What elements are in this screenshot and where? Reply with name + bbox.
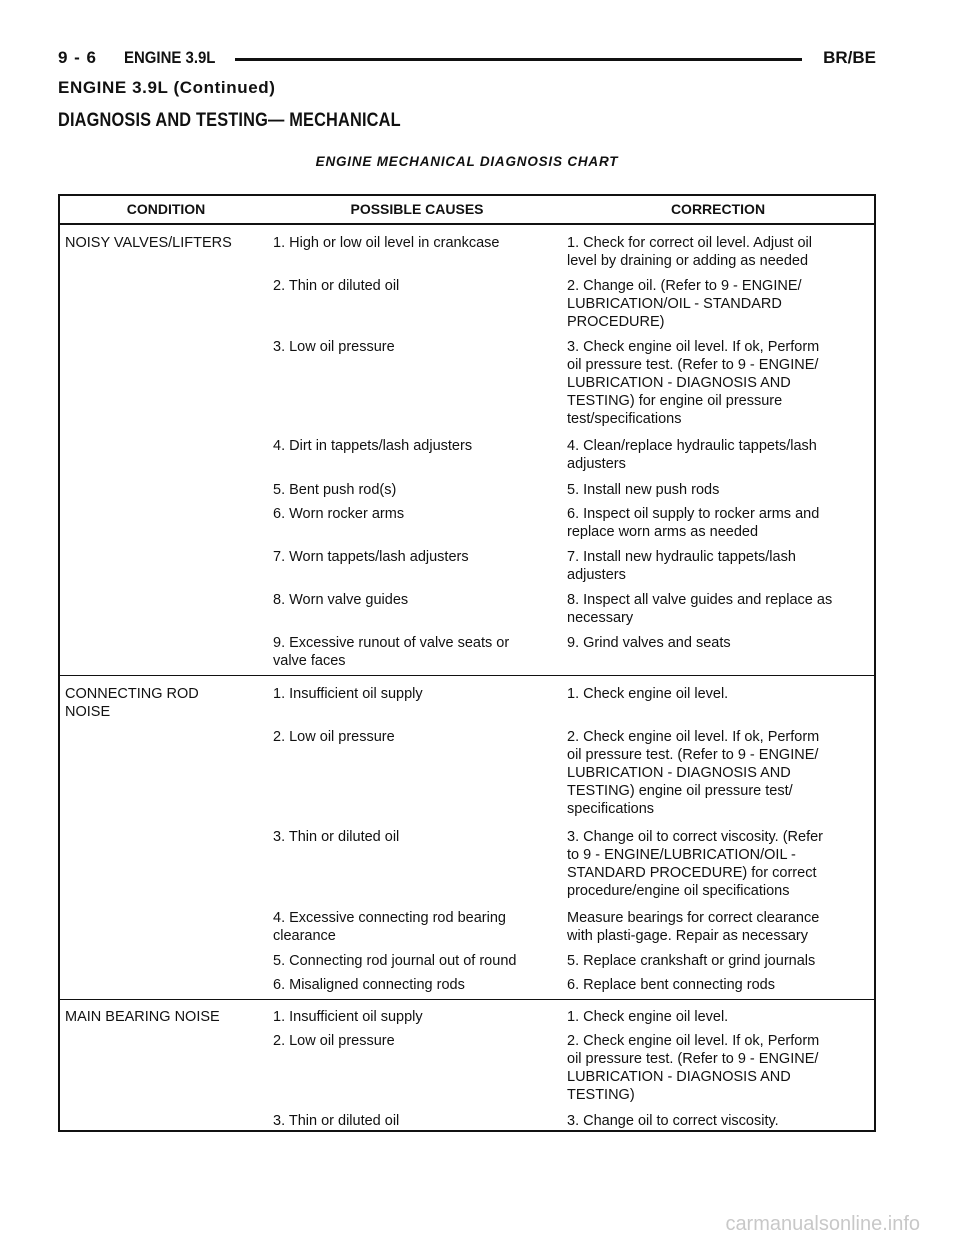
column-header-condition: CONDITION [126, 201, 206, 217]
correction-cell: 2. Check engine oil level. If ok, Perform oil pressure test. (Refer to 9 - ENGINE/ LUBRICATION - DIAGNOSIS AND TESTING) [567, 1033, 820, 1103]
page-header [58, 48, 876, 70]
cause-cell: 1. Insufficient oil supply [273, 1009, 423, 1025]
correction-cell: 1. Check engine oil level. [567, 686, 729, 702]
condition-cell: NOISY VALVES/LIFTERS [65, 235, 232, 251]
correction-cell: 2. Change oil. (Refer to 9 - ENGINE/ LUBRICATION/OIL - STANDARD PROCEDURE) [567, 278, 802, 330]
correction-cell: 2. Check engine oil level. If ok, Perform oil pressure test. (Refer to 9 - ENGINE/ LUBRICATION - DIAGNOSIS AND TESTING) engine oil pressure test/ specifications [567, 729, 820, 817]
correction-cell: Measure bearings for correct clearance with plasti-gage. Repair as necessary [567, 910, 820, 944]
correction-cell: 5. Replace crankshaft or grind journals [567, 953, 816, 969]
cause-cell: 2. Low oil pressure [273, 1033, 395, 1049]
correction-cell: 4. Clean/replace hydraulic tappets/lash adjusters [567, 438, 817, 472]
cause-cell: 3. Low oil pressure [273, 339, 395, 355]
cause-cell: 5. Bent push rod(s) [273, 482, 397, 498]
cause-cell: 9. Excessive runout of valve seats or valve faces [273, 635, 510, 669]
group-divider [60, 999, 874, 1000]
cause-cell: 2. Thin or diluted oil [273, 278, 400, 294]
cause-cell: 6. Misaligned connecting rods [273, 977, 465, 993]
cause-cell: 8. Worn valve guides [273, 592, 409, 608]
correction-cell: 5. Install new push rods [567, 482, 720, 498]
cause-cell: 6. Worn rocker arms [273, 506, 405, 522]
continued-title: ENGINE 3.9L (Continued) [58, 78, 276, 97]
condition-cell: MAIN BEARING NOISE [65, 1009, 220, 1025]
watermark: carmanualsonline.info [725, 1213, 920, 1235]
section-title: DIAGNOSIS AND TESTING— MECHANICAL [58, 110, 401, 131]
column-header-possible-causes: POSSIBLE CAUSES [350, 201, 484, 217]
cause-cell: 1. Insufficient oil supply [273, 686, 423, 702]
correction-cell: 3. Check engine oil level. If ok, Perform oil pressure test. (Refer to 9 - ENGINE/ LUBRICATION - DIAGNOSIS AND TESTING) for engine oil pressure test/specifications [567, 339, 820, 427]
correction-cell: 3. Change oil to correct viscosity. (Refer to 9 - ENGINE/LUBRICATION/OIL - STANDARD PROCEDURE) for correct procedure/engine oil specifications [567, 829, 823, 899]
chart-title: ENGINE MECHANICAL DIAGNOSIS CHART [315, 154, 619, 169]
cause-cell: 1. High or low oil level in crankcase [273, 235, 500, 251]
cause-cell: 4. Dirt in tappets/lash adjusters [273, 438, 473, 454]
diagnosis-table [58, 194, 876, 1132]
column-header-correction: CORRECTION [670, 201, 766, 217]
cause-cell: 7. Worn tappets/lash adjusters [273, 549, 469, 565]
header-divider [60, 223, 874, 225]
cause-cell: 2. Low oil pressure [273, 729, 395, 745]
header-section-title: ENGINE 3.9L [124, 48, 216, 67]
correction-cell: 1. Check for correct oil level. Adjust oil level by draining or adding as needed [567, 235, 812, 269]
cause-cell: 3. Thin or diluted oil [273, 1113, 400, 1129]
correction-cell: 3. Change oil to correct viscosity. [567, 1113, 779, 1129]
correction-cell: 6. Inspect oil supply to rocker arms and replace worn arms as needed [567, 506, 820, 540]
correction-cell: 9. Grind valves and seats [567, 635, 731, 651]
cause-cell: 4. Excessive connecting rod bearing clearance [273, 910, 506, 944]
cause-cell: 3. Thin or diluted oil [273, 829, 400, 845]
cause-cell: 5. Connecting rod journal out of round [273, 953, 517, 969]
correction-cell: 7. Install new hydraulic tappets/lash adjusters [567, 549, 796, 583]
correction-cell: 1. Check engine oil level. [567, 1009, 729, 1025]
header-rule [235, 58, 802, 61]
header-model-code: BR/BE [823, 48, 876, 67]
page-number: 9 - 6 [58, 48, 98, 67]
group-divider [60, 675, 874, 676]
condition-cell: CONNECTING ROD NOISE [65, 686, 199, 720]
correction-cell: 8. Inspect all valve guides and replace as necessary [567, 592, 833, 626]
correction-cell: 6. Replace bent connecting rods [567, 977, 775, 993]
